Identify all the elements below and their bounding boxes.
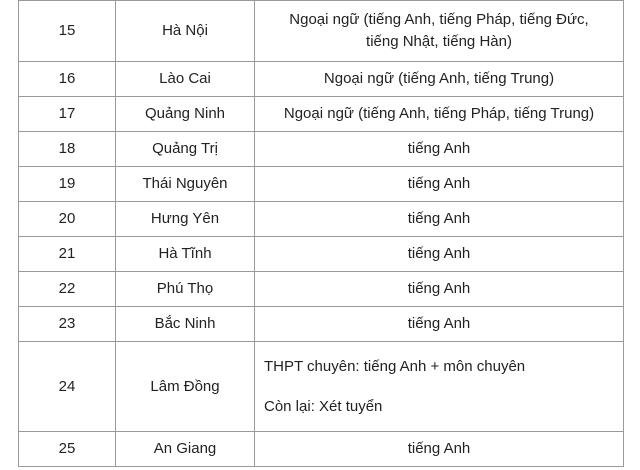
province-name: Quảng Ninh bbox=[116, 97, 255, 132]
table-row bbox=[19, 272, 624, 307]
subject-text-remaining: Còn lại: Xét tuyển bbox=[264, 397, 383, 415]
row-number: 19 bbox=[19, 167, 116, 202]
table-row bbox=[19, 432, 624, 467]
row-number: 25 bbox=[19, 432, 116, 467]
row-number: 24 bbox=[19, 342, 116, 432]
subject-text: tiếng Anh bbox=[255, 202, 624, 237]
table-row bbox=[19, 307, 624, 342]
row-number: 16 bbox=[19, 62, 116, 97]
subject-text: tiếng Anh bbox=[255, 432, 624, 467]
subject-text: Ngoại ngữ (tiếng Anh, tiếng Pháp, tiếng Trung) bbox=[255, 97, 624, 132]
table-row bbox=[19, 1, 624, 62]
subject-text: Ngoại ngữ (tiếng Anh, tiếng Trung) bbox=[255, 62, 624, 97]
province-name: Lào Cai bbox=[116, 62, 255, 97]
subject-text-line-2: tiếng Nhật, tiếng Hàn) bbox=[366, 33, 512, 50]
table-row bbox=[19, 167, 624, 202]
subject-text: tiếng Anh bbox=[255, 132, 624, 167]
table-row bbox=[19, 62, 624, 97]
province-name: Quảng Trị bbox=[116, 132, 255, 167]
province-name: Hà Nội bbox=[116, 1, 255, 62]
table-row bbox=[19, 342, 624, 432]
subject-text: tiếng Anh bbox=[255, 307, 624, 342]
province-name: Lâm Đồng bbox=[116, 342, 255, 432]
exam-subject-table bbox=[18, 0, 624, 467]
row-number: 20 bbox=[19, 202, 116, 237]
province-name: Hưng Yên bbox=[116, 202, 255, 237]
table-row bbox=[19, 132, 624, 167]
subject-text-specialized: THPT chuyên: tiếng Anh + môn chuyên bbox=[264, 357, 526, 375]
table-row bbox=[19, 97, 624, 132]
subject-cell bbox=[255, 342, 624, 432]
subject-cell bbox=[255, 1, 624, 62]
table-row bbox=[19, 202, 624, 237]
province-name: Phú Thọ bbox=[116, 272, 255, 307]
row-number: 18 bbox=[19, 132, 116, 167]
row-number: 21 bbox=[19, 237, 116, 272]
subject-text: tiếng Anh bbox=[255, 272, 624, 307]
row-number: 15 bbox=[19, 1, 116, 62]
province-name: An Giang bbox=[116, 432, 255, 467]
row-number: 22 bbox=[19, 272, 116, 307]
province-name: Hà Tĩnh bbox=[116, 237, 255, 272]
row-number: 17 bbox=[19, 97, 116, 132]
province-name: Thái Nguyên bbox=[116, 167, 255, 202]
row-number: 23 bbox=[19, 307, 116, 342]
subject-text: tiếng Anh bbox=[255, 167, 624, 202]
table-row bbox=[19, 237, 624, 272]
subject-text-line-1: Ngoại ngữ (tiếng Anh, tiếng Pháp, tiếng Đức, bbox=[289, 11, 589, 28]
province-name: Bắc Ninh bbox=[116, 307, 255, 342]
subject-text: tiếng Anh bbox=[255, 237, 624, 272]
